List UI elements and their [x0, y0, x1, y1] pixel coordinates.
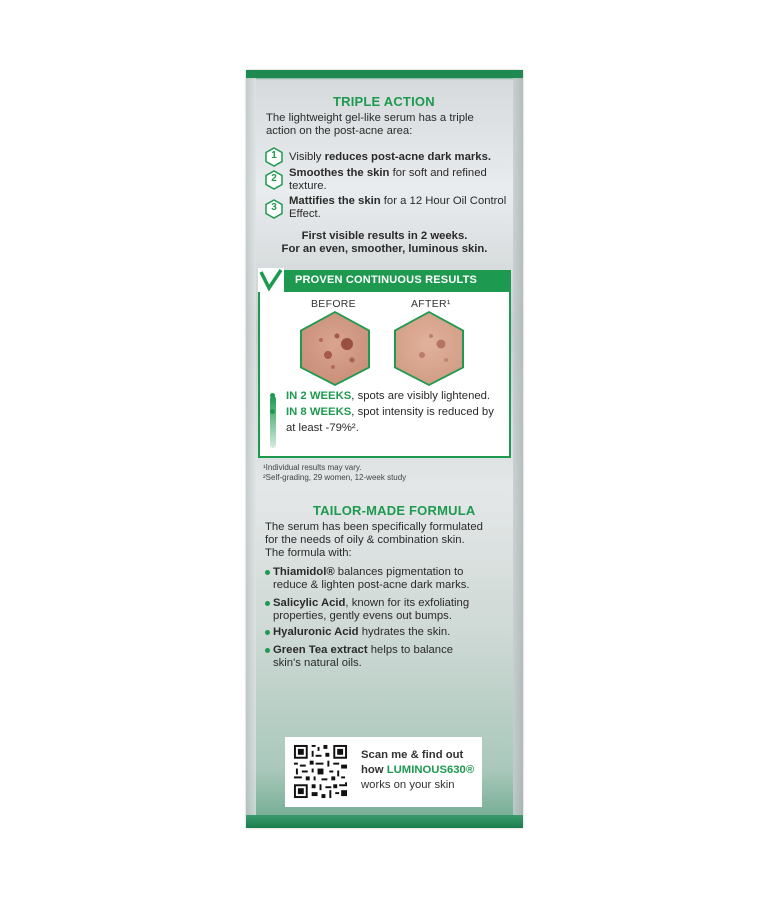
week-8-result-cont: at least -79%². [286, 422, 359, 434]
footnote-2: ²Self-grading, 29 women, 12-week study [263, 473, 407, 482]
triple-action-item-1: Visibly reduces post-acne dark marks. [289, 151, 491, 163]
qr-text-line-1: Scan me & find out [361, 749, 464, 761]
timeline-dot-2 [270, 409, 275, 414]
box-top-band [246, 70, 523, 78]
week-2-result: IN 2 WEEKS, spots are visibly lightened. [286, 390, 491, 402]
week-8-result: IN 8 WEEKS, spot intensity is reduced by [286, 406, 494, 418]
triple-action-title: TRIPLE ACTION [333, 94, 435, 109]
formula-item-2-cont: properties, gently evens out bumps. [273, 610, 452, 622]
proven-results-title: PROVEN CONTINUOUS RESULTS [295, 274, 478, 286]
number-2-icon: 2 [265, 170, 283, 190]
timeline-bar [270, 396, 276, 448]
formula-intro-2: for the needs of oily & combination skin. [265, 534, 465, 546]
box-right-edge [513, 70, 523, 828]
qr-text-line-2: how LUMINOUS630® [361, 764, 475, 776]
triple-action-intro: The lightweight gel-like serum has a triple action on the post-acne area: [266, 112, 474, 137]
formula-item-1: Thiamidol® balances pigmentation to [273, 566, 464, 578]
formula-item-4-cont: skin's natural oils. [273, 657, 362, 669]
box-left-edge [246, 70, 256, 828]
before-skin-image [297, 310, 373, 386]
after-label: AFTER¹ [411, 298, 451, 310]
formula-title: TAILOR-MADE FORMULA [313, 503, 476, 518]
formula-item-4: Green Tea extract helps to balance [273, 644, 454, 656]
results-line-2: For an even, smoother, luminous skin. [281, 243, 488, 255]
bullet-icon [265, 601, 270, 606]
formula-item-1-cont: reduce & lighten post-acne dark marks. [273, 579, 470, 591]
qr-text-line-3: works on your skin [361, 779, 455, 791]
qr-code-image[interactable] [292, 743, 349, 800]
results-line-1: First visible results in 2 weeks. [301, 230, 468, 242]
box-bottom-band [246, 815, 523, 828]
bullet-icon [265, 570, 270, 575]
number-1-icon: 1 [265, 147, 283, 167]
formula-item-2: Salicylic Acid, known for its exfoliating [273, 597, 470, 609]
number-3-icon: 3 [265, 199, 283, 219]
timeline-dot-1 [270, 393, 275, 398]
after-skin-image [391, 310, 467, 386]
bullet-icon [265, 630, 270, 635]
footnote-1: ¹Individual results may vary. [263, 463, 362, 472]
formula-item-3: Hyaluronic Acid hydrates the skin. [273, 626, 451, 638]
triple-action-item-2: Smoothes the skin for soft and refined texture. [289, 167, 487, 192]
formula-intro-3: The formula with: [265, 547, 352, 559]
checkmark-icon [258, 268, 284, 292]
bullet-icon [265, 648, 270, 653]
formula-intro-1: The serum has been specifically formulated [265, 521, 483, 533]
before-label: BEFORE [311, 298, 356, 310]
triple-action-item-3: Mattifies the skin for a 12 Hour Oil Control Effect. [289, 195, 507, 220]
